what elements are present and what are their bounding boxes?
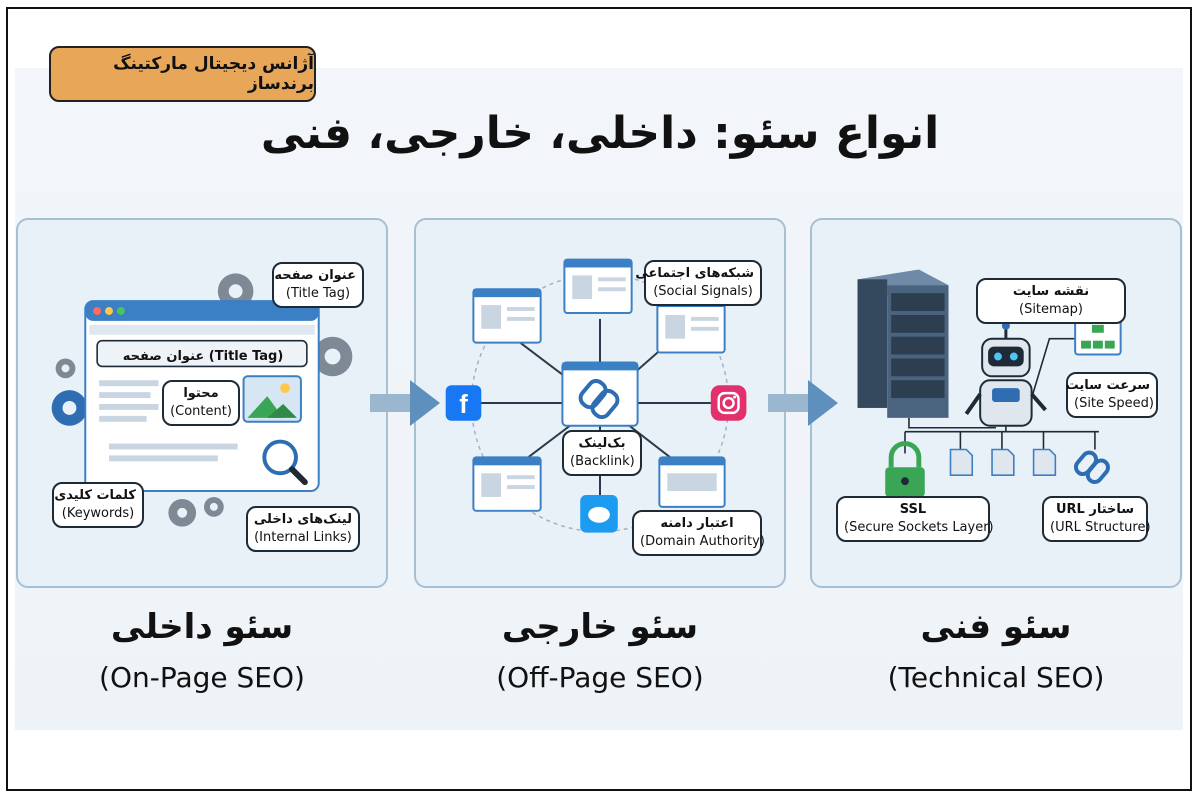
caption-on-page-fa: سئو داخلی [110,607,294,647]
callout-site-speed-en: (Site Speed) [1074,396,1154,411]
callout-url-structure-en: (URL Structure) [1050,520,1151,535]
content-label-en: (Content) [170,404,232,419]
callout-backlink-fa: بک‌لینک [578,436,626,451]
arrow-right-icon [370,380,442,426]
callout-social-en: (Social Signals) [653,284,753,299]
callout-social-fa: شبکه‌های اجتماعی [635,266,754,281]
callout-ssl-fa: SSL [899,502,927,517]
caption-on-page-en: (On-Page SEO) [99,661,305,694]
callout-backlink [562,430,642,476]
image-icon [244,376,301,422]
callout-ssl [836,496,994,542]
gear-icon [52,390,88,426]
web-page-icon [473,457,540,510]
callout-internal-links-fa: لینک‌های داخلی [253,512,352,527]
panel-on-page [16,218,388,588]
caption-off-page [414,604,786,700]
callout-keywords-en: (Keywords) [61,506,135,521]
web-page-icon [564,260,631,313]
caption-off-page-en: (Off-Page SEO) [496,661,704,694]
facebook-icon [446,385,482,421]
callout-domain-authority-en: (Domain Authority) [640,534,765,549]
callout-backlink-en: (Backlink) [570,454,635,469]
gear-icon [56,358,76,378]
callout-title-tag-fa: عنوان صفحه [274,268,356,283]
callout-keywords-fa: کلمات کلیدی [54,488,136,503]
browser-title-tag: عنوان صفحه (Title Tag) [122,349,284,364]
caption-technical [810,604,1182,700]
gear-icon [204,497,224,517]
callout-sitemap-fa: نقشه سایت [1012,284,1090,299]
document-icon [992,449,1014,475]
callout-internal-links-en: (Internal Links) [254,530,352,545]
caption-technical-en: (Technical SEO) [887,661,1105,694]
document-icon [950,449,972,475]
server-icon [858,269,949,417]
callout-title-tag-en: (Title Tag) [285,286,351,301]
web-page-icon [473,289,540,342]
svg-text:f: f [459,390,468,419]
page-title: انواع سئو: داخلی، خارجی، فنی [260,108,940,159]
callout-domain-authority-fa: اعتبار دامنه [660,516,734,531]
callout-site-speed [1066,372,1158,418]
callout-url-structure-fa: ساختار URL [1055,502,1135,517]
callout-site-speed-fa: سرعت سایت [1065,378,1150,393]
chain-link-icon [1073,450,1111,485]
caption-on-page [16,604,388,700]
callout-url-structure [1042,496,1151,542]
document-icon [1034,449,1056,475]
callout-ssl-en: (Secure Sockets Layer) [844,520,994,535]
callout-sitemap-en: (Sitemap) [1019,302,1083,317]
panel-off-page [414,218,786,588]
callout-social-signals [635,260,762,306]
twitter-icon [580,495,618,533]
gear-icon [168,499,196,527]
caption-technical-fa: سئو فنی [920,607,1072,647]
callout-title-tag [272,262,364,308]
instagram-icon [711,385,747,421]
content-label [162,380,240,426]
robot-icon [966,322,1045,426]
chain-link-icon [562,362,637,425]
callout-sitemap [976,278,1126,324]
arrow-right-icon [768,380,840,426]
content-label-fa: محتوا [183,386,219,401]
callout-keywords [52,482,144,528]
web-page-icon [659,457,724,506]
callout-domain-authority [632,510,765,556]
agency-badge: آژانس دیجیتال مارکتینگ برندساز [49,46,316,102]
caption-off-page-fa: سئو خارجی [501,607,699,647]
panel-technical [810,218,1182,588]
web-page-icon [657,299,724,352]
callout-internal-links [246,506,360,552]
